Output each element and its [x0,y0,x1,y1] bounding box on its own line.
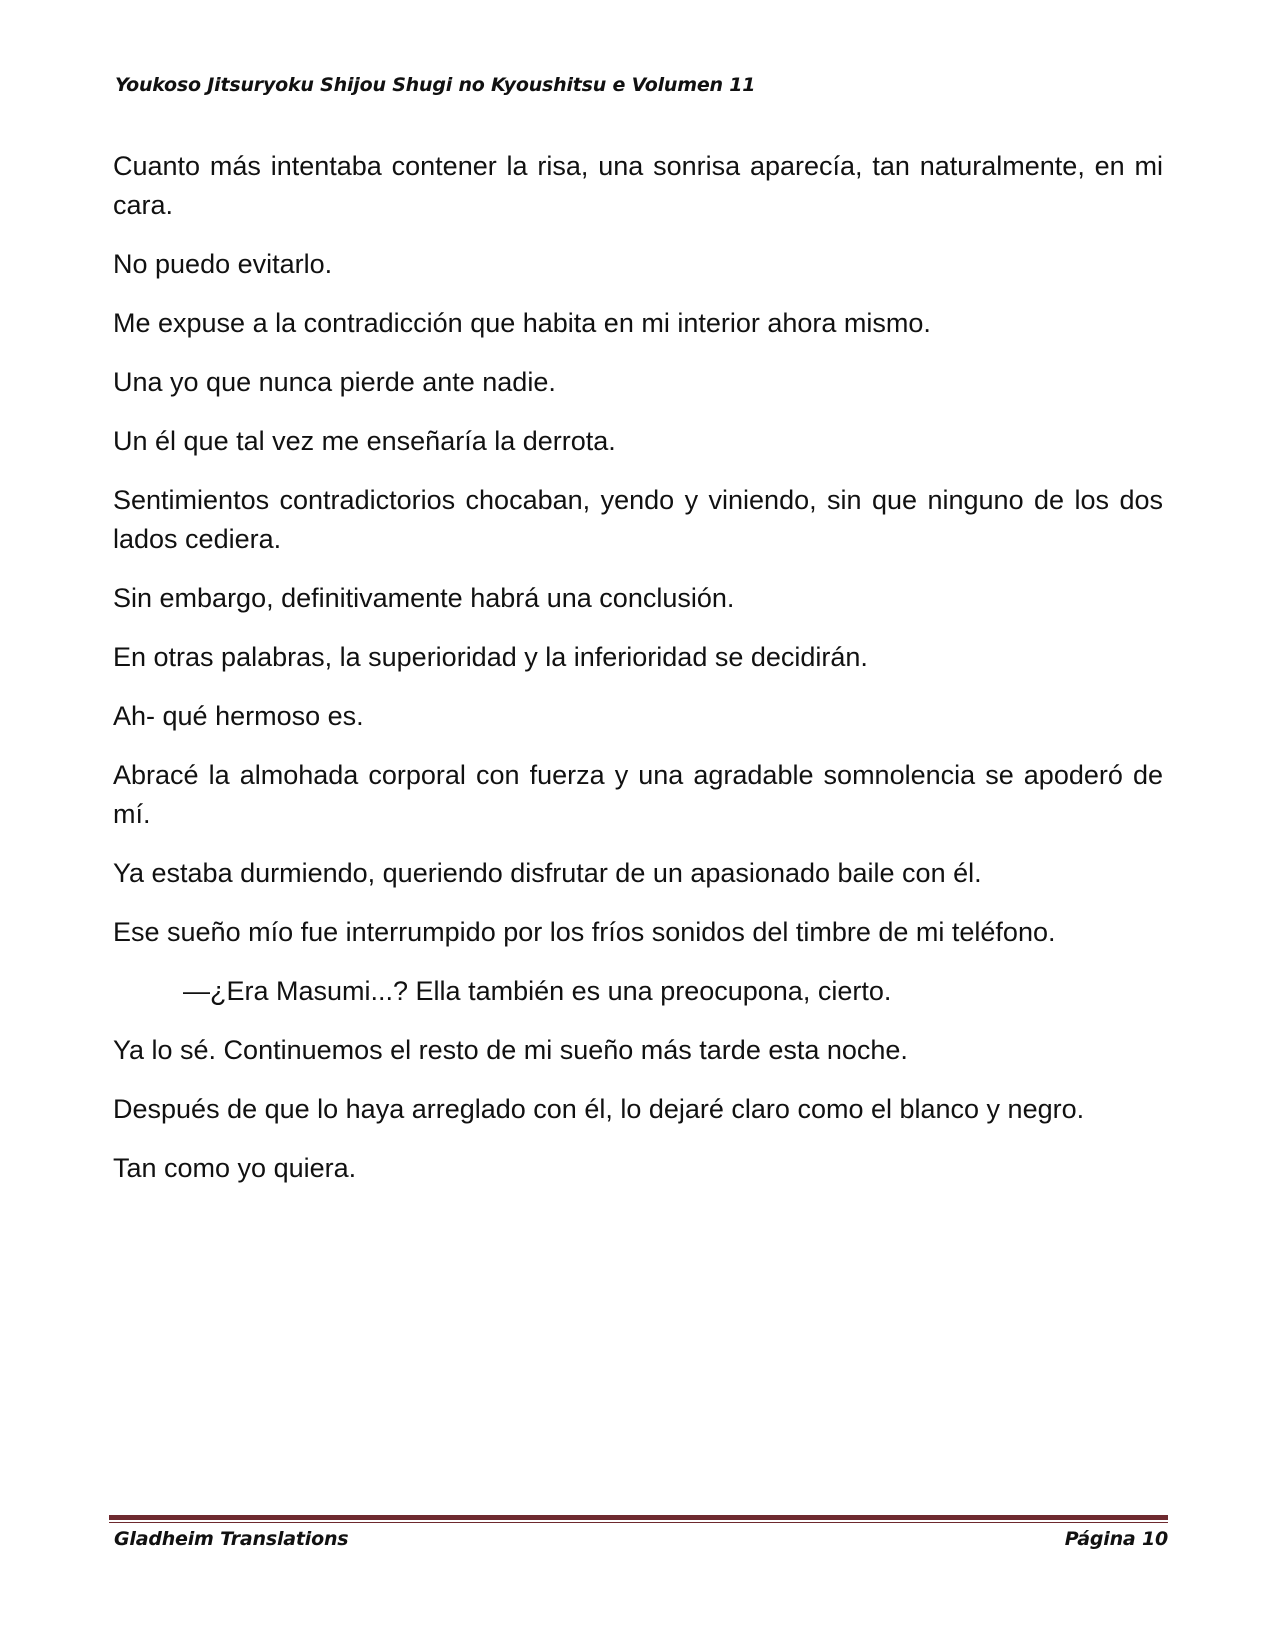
paragraph: Un él que tal vez me enseñaría la derrota. [113,426,616,456]
paragraph: Cuanto más intentaba contener la risa, una sonrisa aparecía, tan naturalmente, en mi cara. [113,151,1163,220]
page-header-title: Youkoso Jitsuryoku Shijou Shugi no Kyoushitsu e Volumen 11 [115,74,756,96]
paragraph: Sin embargo, definitivamente habrá una conclusión. [113,583,735,613]
paragraph: Sentimientos contradictorios chocaban, yendo y viniendo, sin que ninguno de los dos lados cediera. [113,485,1163,554]
paragraph: Ya estaba durmiendo, queriendo disfrutar de un apasionado baile con él. [113,858,982,888]
paragraph: Una yo que nunca pierde ante nadie. [113,367,556,397]
paragraph: Ah- qué hermoso es. [113,701,364,731]
paragraph: Abracé la almohada corporal con fuerza y una agradable somnolencia se apoderó de mí. [113,760,1163,829]
paragraph: Después de que lo haya arreglado con él, lo dejaré claro como el blanco y negro. [113,1094,1085,1124]
footer-page-number: Página 10 [1064,1528,1168,1550]
paragraph: Me expuse a la contradicción que habita en mi interior ahora mismo. [113,308,931,338]
dialogue-paragraph: —¿Era Masumi...? Ella también es una preocupona, cierto. [183,976,892,1006]
body-text [113,147,1163,1208]
footer-divider-thin [109,1522,1168,1523]
paragraph: Ese sueño mío fue interrumpido por los fríos sonidos del timbre de mi teléfono. [113,917,1056,947]
paragraph: No puedo evitarlo. [113,249,333,279]
footer-divider-thick [109,1515,1168,1520]
paragraph: Ya lo sé. Continuemos el resto de mi sueño más tarde esta noche. [113,1035,908,1065]
paragraph: Tan como yo quiera. [113,1153,357,1183]
footer-translator-credit: Gladheim Translations [114,1528,349,1550]
paragraph: En otras palabras, la superioridad y la inferioridad se decidirán. [113,642,868,672]
